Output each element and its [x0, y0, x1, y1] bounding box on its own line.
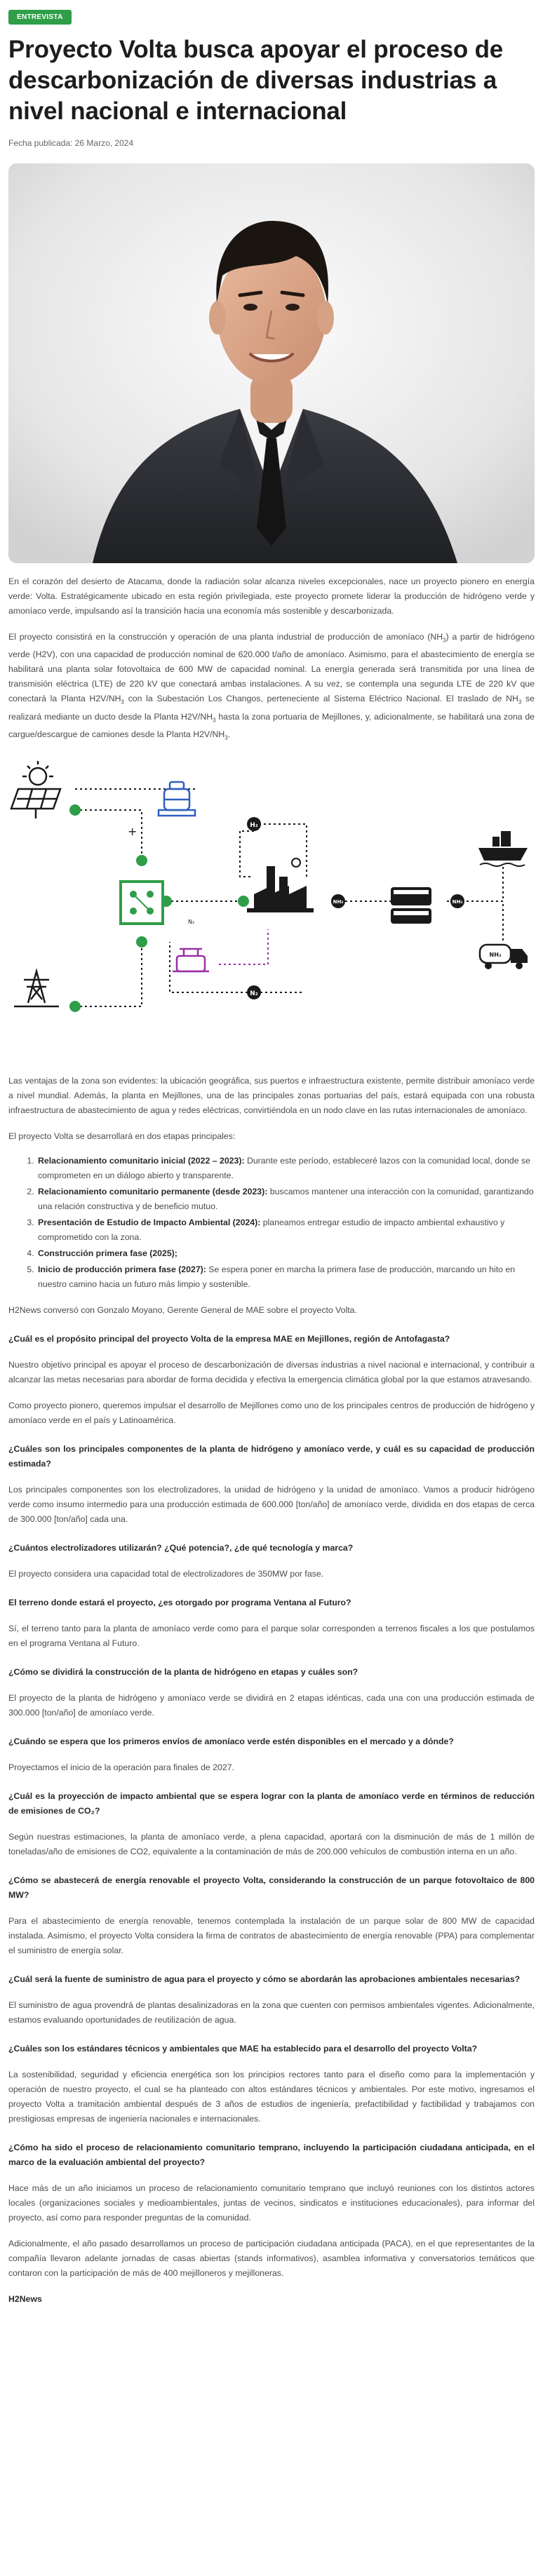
interview-answer: Nuestro objetivo principal es apoyar el proceso de descarbonización de diversas industrias a nivel nacional e internacional, y contribuir a alcanzar las metas necesarias para abordar de forma decidida y efectiva la emergencia climática global por la que estamos atravesando.: [8, 1359, 535, 1384]
interview-answer: El suministro de agua provendrá de plantas desalinizadoras en la zona que cuenten con permisos ambientales vigentes. Adicionalmente, estamos evaluando oportunidades de reutilización de agua.: [8, 2000, 535, 2025]
interview-answer: Para el abastecimiento de energía renovable, tenemos contemplada la instalación de un parque solar de 800 MW de capacidad instalada. Asimismo, el proyecto Volta considera la firma de contratos de abastecimiento de energía renovable (PPA) para complementar el suministro de energía solar.: [8, 1915, 535, 1955]
ammonia-tanks-icon: [391, 887, 431, 924]
article-body: [8, 574, 535, 2307]
project-description-paragraph: El proyecto consistirá en la construcción y operación de una planta industrial de producción de amoníaco $(NH_3)$ a partir de hidrógeno verde (H2V), con una capacidad de producción nominal de 620.000 t/año de amoníaco. Asimismo, para el abastecimiento de energía se habilitará una planta solar fotovoltaica de 600 MW de capacidad nominal. La energía generada será transmitida por una línea de transmisión eléctrica (LTE) de 220 kV que conectará ambas instalaciones. A su vez, se contempla una segunda LTE de 220 kV que conectará la Planta $H2V/NH_3$ con la Subestación Los Changos, perteneciente al Sistema Eléctrico Nacional. El traslado de $NH_3$ se realizará mediante un ducto desde la Planta $H2V/NH_3$ hasta la zona portuaria de Mejillones, y, adicionalmente, se habilitará una zona de cargue/descargue de camiones desde la Planta $H2V/NH_3$.: [8, 632, 535, 741]
svg-text:+: +: [128, 824, 138, 838]
interview-answer: Adicionalmente, el año pasado desarrollamos un proceso de participación ciudadana anticipada (PACA), en el que representantes de la compañía llevaron adelante jornadas de casas abiertas (stands informativos), asamblea informativa y conversatorios temáticos que contaron con la participación de más de 400 mejilloneros y mejilloneras.: [8, 2238, 535, 2278]
solar-panel-icon: [11, 761, 60, 818]
stages-intro-paragraph: El proyecto Volta se desarrollará en dos etapas principales:: [8, 1131, 236, 1141]
intro-paragraph: En el corazón del desierto de Atacama, donde la radiación solar alcanza niveles excepcionales, nace un proyecto pionero en energía verde: Volta. Estratégicamente ubicado en esta región privilegiada, este proyecto promete liderar la producción de hidrógeno verde y amoníaco verde, impulsando así la transición hacia una economía más sostenible y descarbonizada.: [8, 576, 535, 616]
hydrogen-storage-icon: [159, 782, 195, 816]
portrait-illustration: [8, 163, 535, 563]
interview-question: ¿Cuál es la proyección de impacto ambiental que se espera lograr con la planta de amoníaco verde en términos de reducción de emisiones de CO₂?: [8, 1791, 535, 1816]
interview-question: ¿Cuál será la fuente de suministro de agua para el proyecto y cómo se abordarán las aprobaciones ambientales necesarias?: [8, 1974, 521, 1984]
process-diagram: [8, 761, 535, 1063]
interview-answer: El proyecto de la planta de hidrógeno y amoníaco verde se dividirá en 2 etapas idénticas, cada una con una producción estimada de 300.000 [ton/año] de amoníaco verde.: [8, 1692, 535, 1718]
interview-question: ¿Cómo ha sido el proceso de relacionamiento comunitario temprano, incluyendo la participación ciudadana anticipada, en el marco de la evaluación ambiental del proyecto?: [8, 2142, 535, 2167]
interview-question: El terreno donde estará el proyecto, ¿es otorgado por programa Ventana al Futuro?: [8, 1597, 351, 1607]
stage-item: 4. Construcción primera fase (2025);: [36, 1246, 535, 1261]
category-badge[interactable]: ENTREVISTA: [8, 10, 72, 25]
ship-icon: [478, 831, 528, 866]
interview-question: ¿Cuántos electrolizadores utilizarán? ¿Qué potencia?, ¿de qué tecnología y marca?: [8, 1542, 354, 1553]
stage-item: 2. Relacionamiento comunitario permanente (desde 2023): buscamos mantener una interacción con la comunidad, garantizando una relación constructiva y de beneficio mutuo.: [36, 1185, 535, 1214]
interview-question: ¿Cómo se dividirá la construcción de la planta de hidrógeno en etapas y cuáles son?: [8, 1666, 358, 1677]
interview-question: ¿Cuándo se espera que los primeros envíos de amoníaco verde estén disponibles en el mercado y a dónde?: [8, 1736, 454, 1746]
author-signature: H2News: [8, 2293, 42, 2304]
stage-item: 1. Relacionamiento comunitario inicial (2022 – 2023): Durante este período, estableceré lazos con la comunidad local, donde se comprometen en un diálogo abierto y transparente.: [36, 1154, 535, 1183]
hero-portrait-image: [8, 163, 535, 563]
interview-question: ¿Cuál es el propósito principal del proyecto Volta de la empresa MAE en Mejillones, región de Antofagasta?: [8, 1333, 450, 1344]
stages-list: [36, 1154, 535, 1292]
process-flow-svg: [8, 761, 535, 1063]
interview-question: ¿Cuáles son los estándares técnicos y ambientales que MAE ha establecido para el desarrollo del proyecto Volta?: [8, 2043, 478, 2054]
label-nh3-c: NH₃: [489, 951, 502, 958]
interview-question: ¿Cómo se abastecerá de energía renovable el proyecto Volta, considerando la construcción de un parque fotovoltaico de 800 MW?: [8, 1875, 535, 1900]
electrolyzer-icon: [121, 882, 163, 924]
truck-icon: [480, 945, 528, 969]
label-h2: H₂: [250, 821, 258, 829]
water-flow-line: [219, 929, 268, 964]
article-title: Proyecto Volta busca apoyar el proceso de descarbonización de diversas industrias a nivel nacional e internacional: [8, 36, 504, 125]
interview-question: ¿Cuáles son los principales componentes de la planta de hidrógeno y amoníaco verde, y cuál es su capacidad de producción estimada?: [8, 1443, 535, 1469]
interview-answer: Los principales componentes son los electrolizadores, la unidad de hidrógeno y la unidad de amoníaco. Vamos a producir hidrógeno verde como insumo intermedio para una producción estimada de 600.000 [ton/año] de amoníaco verde, dividida en dos etapas de cerca de 300.000 [ton/año] cada una.: [8, 1484, 535, 1524]
interview-answer: Según nuestras estimaciones, la planta de amoníaco verde, a plena capacidad, aportará con la disminución de más de 1 millón de toneladas/año de emisiones de CO2, equivalente a la contaminación de más de 200.000 vehículos de combustión interna en un año.: [8, 1831, 535, 1856]
label-nh3-b: NH₃: [452, 898, 463, 905]
label-n2-top: N₂: [188, 918, 195, 925]
stage-item: 3. Presentación de Estudio de Impacto Ambiental (2024): planeamos entregar estudio de impacto ambiental exhaustivo y comprometido con la zona.: [36, 1215, 535, 1245]
ammonia-plant-icon: [247, 858, 314, 912]
interview-section: [8, 1303, 535, 2307]
water-supply-icon: [173, 949, 209, 971]
interview-answer: Proyectamos el inicio de la operación para finales de 2027.: [8, 1762, 234, 1772]
interview-answer: La sostenibilidad, seguridad y eficiencia energética son los principios rectores tanto para el diseño como para la implementación y operación de nuestro proyecto, el cual se ha planteado con altos estándares técnicos y ambientales. Por este motivo, ingresamos el proyecto Volta a tramitación ambiental después de 3 años de estudios de ingeniería, prefactibilidad y factibilidad y trabajamos con prestigiosas empresas de ingeniería nacionales e internacionales.: [8, 2069, 535, 2124]
stage-item: 5. Inicio de producción primera fase (2027): Se espera poner en marcha la primera fase de producción, marcando un hito en nuestro camino hacia un futuro más limpio y sostenible.: [36, 1262, 535, 1292]
advantages-paragraph: Las ventajas de la zona son evidentes: la ubicación geográfica, sus puertos e infraestructura existente, permite distribuir amoníaco verde a nivel mundial. Además, la planta en Mejillones, una de las principales zonas portuarias del país, estará equipada con una robusta infraestructura de abastecimiento de agua y redes eléctricas, convirtiéndola en un nodo clave en las rutas internacionales de amoníaco.: [8, 1075, 535, 1115]
label-nh3-a: NH₃: [333, 898, 344, 905]
publish-date: Fecha publicada: 26 Marzo, 2024: [8, 138, 134, 148]
interview-intro: H2News conversó con Gonzalo Moyano, Gerente General de MAE sobre el proyecto Volta.: [8, 1304, 357, 1315]
interview-answer: Sí, el terreno tanto para la planta de amoníaco verde como para el parque solar corresponden a terrenos fiscales a los que postulamos en el programa Ventana al Futuro.: [8, 1623, 535, 1648]
transmission-tower-icon: [14, 971, 59, 1006]
interview-answer: Como proyecto pionero, queremos impulsar el desarrollo de Mejillones como uno de los principales centros de producción de hidrógeno y amoníaco verde en el país y Latinoamérica.: [8, 1400, 535, 1425]
interview-answer: El proyecto considera una capacidad total de electrolizadores de 350MW por fase.: [8, 1568, 324, 1579]
label-n2-bottom: N₂: [250, 990, 258, 997]
interview-answer: Hace más de un año iniciamos un proceso de relacionamiento comunitario temprano que incluyó reuniones con los distintos actores locales (organizaciones sociales y medioambientales, juntas de vecinos, sindicatos e instituciones educacionales), para informar del proyecto, así como para responder preguntas de la comunidad.: [8, 2183, 535, 2223]
